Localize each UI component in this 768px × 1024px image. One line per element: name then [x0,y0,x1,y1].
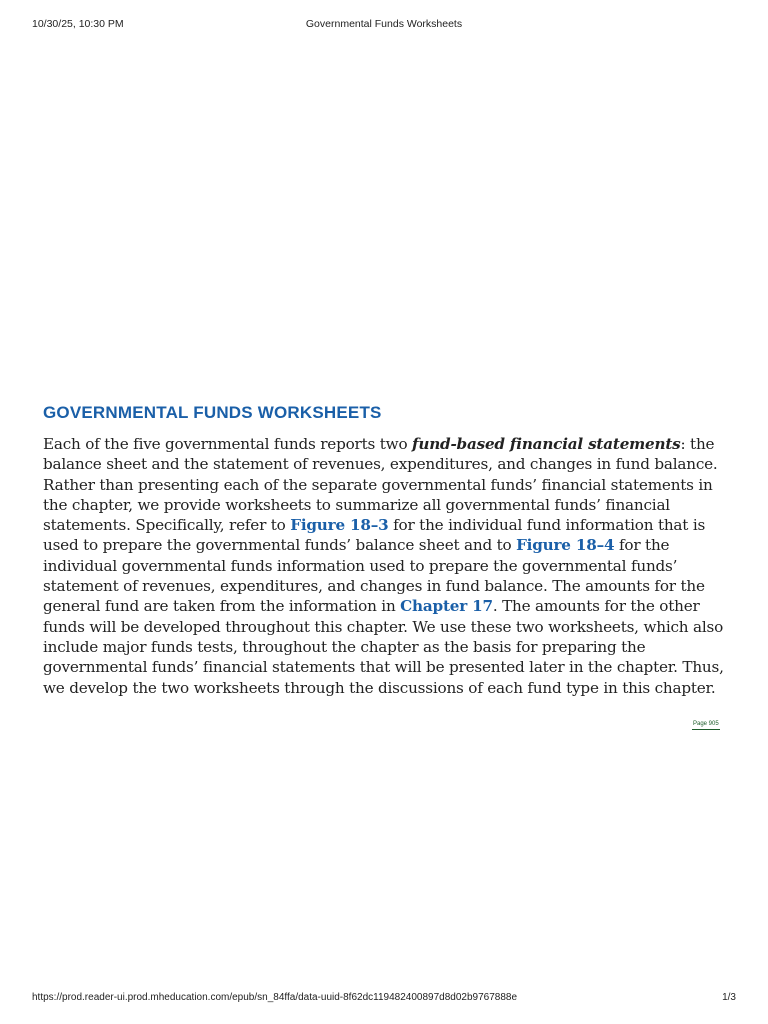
section-heading: GOVERNMENTAL FUNDS WORKSHEETS [43,403,382,422]
print-title: Governmental Funds Worksheets [305,18,463,30]
paragraph-text-1: Each of the five governmental funds reports two [43,435,413,453]
source-url: https://prod.reader-ui.prod.mheducation.com/epub/sn_84ffa/data-uuid-8f62dc119482400897d8d02b9767888e [32,992,518,1003]
figure-18-4-link[interactable]: Figure 18–4 [516,536,615,555]
paragraph-text-2: : the balance sheet and the statement of revenues, expenditures, and changes in fund balance. Rather than presenting each of the separate governmental funds’ financial statements in the chapter, we provide worksheets to summarize all governmental funds’ financial statements. Specifically, refer to [43,435,718,535]
print-footer [32,992,736,1006]
figure-18-3-link[interactable]: Figure 18–3 [290,516,389,535]
page-number-marker: Page 905 [692,720,720,730]
key-term[interactable]: fund-based financial statements [412,435,681,453]
page-count: 1/3 [722,992,736,1003]
section-paragraph [43,434,733,698]
paragraph-text-5: . The amounts for the other funds will be developed throughout this chapter. We use these two worksheets, which also include major funds tests, throughout the chapter as the basis for preparing the governmental funds’ financial statements that will be presented later in the chapter. Thus, we develop the two worksheets through the discussions of each fund type in this chapter. [43,597,724,697]
print-datetime: 10/30/25, 10:30 PM [32,18,124,30]
worksheets-section [43,402,733,698]
paragraph-text-3: for the individual fund information that is used to prepare the governmental funds’ balance sheet and to [43,516,706,555]
print-header [32,18,736,34]
paragraph-text-4: for the individual governmental funds information used to prepare the governmental funds’ statement of revenues, expenditures, and changes in fund balance. The amounts for the general fund are taken from the information in [43,536,705,616]
chapter-17-link[interactable]: Chapter 17 [400,597,493,616]
